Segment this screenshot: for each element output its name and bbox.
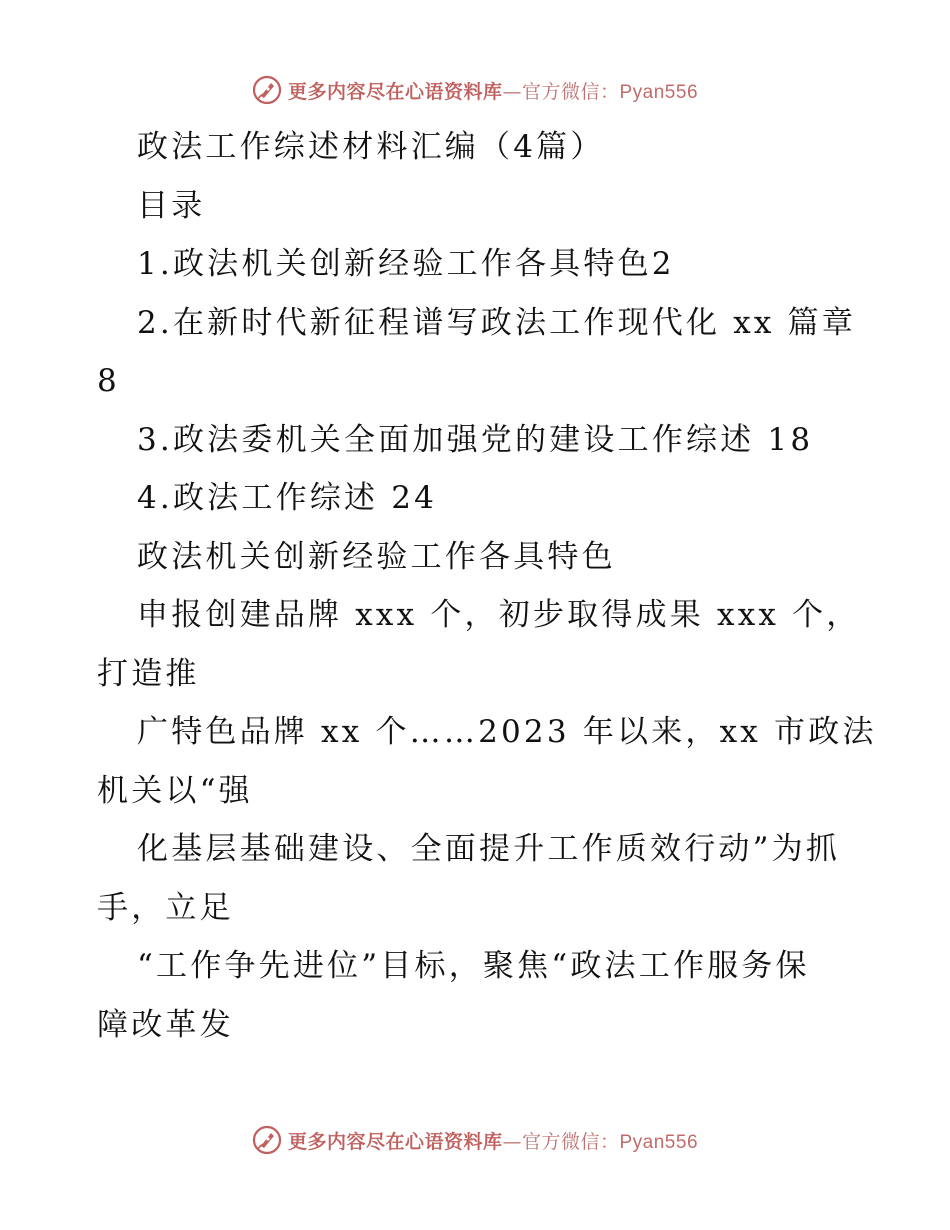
watermark-wechat-id: Pyan556 — [619, 1131, 699, 1153]
watermark-wechat-label: 官方微信： — [521, 1130, 620, 1153]
body-line: 申报创建品牌 xxx 个，初步取得成果 xxx 个， — [137, 597, 861, 633]
watermark-brand: 更多内容尽在心语资料库 — [287, 1130, 503, 1153]
section-title: 政法机关创新经验工作各具特色 — [137, 538, 616, 575]
body-line: “工作争先进位”目标，聚焦“政法工作服务保 — [137, 948, 810, 984]
watermark-separator: — — [502, 80, 522, 103]
toc-item-4: 4.政法工作综述 24 — [137, 480, 438, 516]
watermark-wechat-label: 官方微信： — [521, 80, 620, 103]
document-body — [97, 118, 877, 1054]
watermark-wechat-id: Pyan556 — [619, 81, 699, 103]
body-line: 打造推 — [97, 655, 200, 692]
body-line: 手，立足 — [97, 889, 234, 926]
watermark-text — [288, 1127, 698, 1154]
body-line: 机关以“强 — [97, 772, 253, 809]
toc-item-2-page: 8 — [97, 363, 120, 399]
pen-nib-logo-icon — [252, 1125, 282, 1155]
body-line: 化基层基础建设、全面提升工作质效行动”为抓 — [137, 831, 841, 867]
watermark-brand: 更多内容尽在心语资料库 — [287, 80, 503, 103]
toc-item-2: 2.在新时代新征程谱写政法工作现代化 xx 篇章 — [137, 304, 857, 341]
toc-item-1: 1.政法机关创新经验工作各具特色2 — [137, 246, 675, 282]
watermark-text — [288, 77, 698, 104]
header-watermark — [0, 70, 950, 110]
document-title: 政法工作综述材料汇编（4篇） — [137, 129, 605, 165]
body-line: 障改革发 — [97, 1006, 234, 1043]
toc-item-3: 3.政法委机关全面加强党的建设工作综述 18 — [137, 421, 814, 458]
pen-nib-logo-icon — [252, 75, 282, 105]
toc-heading: 目录 — [137, 187, 206, 224]
body-line: 广特色品牌 xx 个……2023 年以来，xx 市政法 — [137, 714, 877, 750]
watermark-separator: — — [502, 1130, 522, 1153]
footer-watermark — [0, 1120, 950, 1160]
